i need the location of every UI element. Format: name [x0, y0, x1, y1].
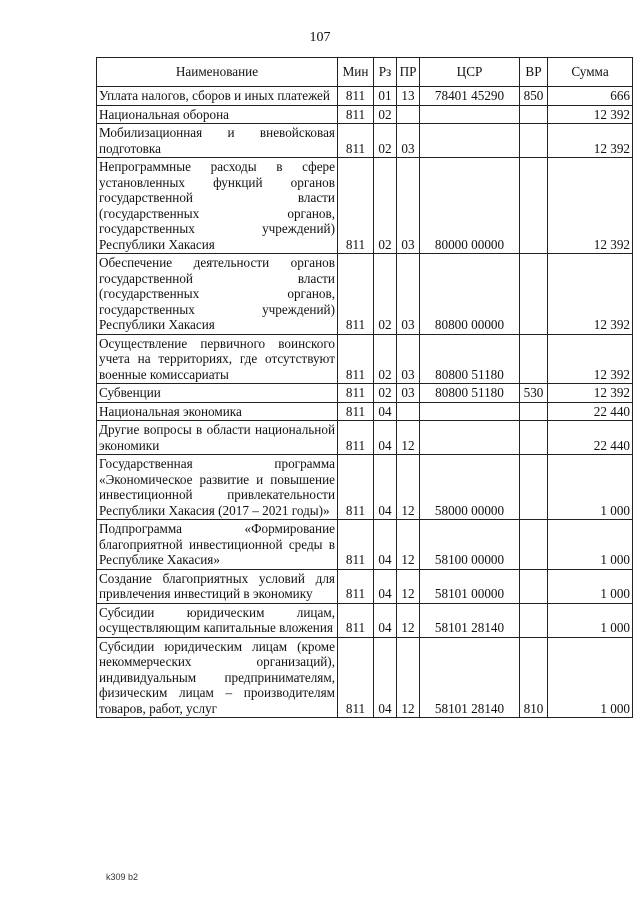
row-rz-cell: 02 [374, 334, 397, 384]
row-pr-cell [397, 105, 420, 124]
row-sum-cell: 12 392 [548, 384, 633, 403]
row-sum-cell: 22 440 [548, 421, 633, 455]
row-name-cell: Создание благоприятных условий для привлечения инвестиций в экономику [97, 569, 338, 603]
row-min-cell: 811 [338, 124, 374, 158]
table-row [97, 520, 633, 570]
row-sum-cell: 666 [548, 87, 633, 106]
row-pr-cell: 12 [397, 421, 420, 455]
header-min: Мин [338, 58, 374, 87]
table-body [97, 87, 633, 718]
row-vr-cell [520, 254, 548, 335]
row-vr-cell [520, 569, 548, 603]
row-min-cell: 811 [338, 402, 374, 421]
row-rz-cell: 04 [374, 603, 397, 637]
row-rz-cell: 01 [374, 87, 397, 106]
row-pr-cell: 12 [397, 455, 420, 520]
table-row [97, 421, 633, 455]
budget-table [96, 57, 633, 718]
row-name-cell: Обеспечение деятельности органов государственной власти (государственных органов, государственных учреждений) Республики Хакасия [97, 254, 338, 335]
row-pr-cell: 13 [397, 87, 420, 106]
row-min-cell: 811 [338, 421, 374, 455]
row-sum-cell: 22 440 [548, 402, 633, 421]
row-min-cell: 811 [338, 384, 374, 403]
row-vr-cell [520, 124, 548, 158]
table-row [97, 603, 633, 637]
row-rz-cell: 02 [374, 158, 397, 254]
row-pr-cell: 03 [397, 254, 420, 335]
row-sum-cell: 1 000 [548, 603, 633, 637]
row-min-cell: 811 [338, 254, 374, 335]
header-name: Наименование [97, 58, 338, 87]
row-rz-cell: 04 [374, 421, 397, 455]
table-row [97, 124, 633, 158]
table-row [97, 569, 633, 603]
page-number: 107 [309, 30, 331, 45]
row-sum-cell: 12 392 [548, 334, 633, 384]
row-rz-cell: 04 [374, 520, 397, 570]
row-min-cell: 811 [338, 334, 374, 384]
row-rz-cell: 04 [374, 455, 397, 520]
row-pr-cell: 03 [397, 334, 420, 384]
table-row [97, 334, 633, 384]
row-sum-cell: 12 392 [548, 105, 633, 124]
row-csr-cell: 78401 45290 [420, 87, 520, 106]
header-rz: Рз [374, 58, 397, 87]
header-pr: ПР [397, 58, 420, 87]
row-csr-cell: 80800 51180 [420, 384, 520, 403]
row-csr-cell: 58100 00000 [420, 520, 520, 570]
row-rz-cell: 02 [374, 384, 397, 403]
row-sum-cell: 1 000 [548, 569, 633, 603]
row-sum-cell: 12 392 [548, 254, 633, 335]
row-vr-cell: 530 [520, 384, 548, 403]
row-min-cell: 811 [338, 603, 374, 637]
row-sum-cell: 1 000 [548, 637, 633, 718]
row-csr-cell [420, 124, 520, 158]
row-name-cell: Субвенции [97, 384, 338, 403]
header-csr: ЦСР [420, 58, 520, 87]
row-rz-cell: 04 [374, 402, 397, 421]
row-name-cell: Субсидии юридическим лицам, осуществляющим капитальные вложения [97, 603, 338, 637]
row-csr-cell: 58000 00000 [420, 455, 520, 520]
row-pr-cell: 12 [397, 569, 420, 603]
row-pr-cell [397, 402, 420, 421]
row-name-cell: Уплата налогов, сборов и иных платежей [97, 87, 338, 106]
row-rz-cell: 02 [374, 254, 397, 335]
row-name-cell: Субсидии юридическим лицам (кроме некоммерческих организаций), индивидуальным предпринимателям, физическим лицам – производителям товаров, работ, услуг [97, 637, 338, 718]
row-pr-cell: 03 [397, 158, 420, 254]
row-csr-cell [420, 421, 520, 455]
row-csr-cell: 80000 00000 [420, 158, 520, 254]
row-min-cell: 811 [338, 569, 374, 603]
row-pr-cell: 12 [397, 637, 420, 718]
row-csr-cell [420, 402, 520, 421]
row-min-cell: 811 [338, 455, 374, 520]
row-rz-cell: 04 [374, 569, 397, 603]
row-vr-cell [520, 421, 548, 455]
row-name-cell: Национальная экономика [97, 402, 338, 421]
row-sum-cell: 1 000 [548, 520, 633, 570]
table-row [97, 105, 633, 124]
row-name-cell: Национальная оборона [97, 105, 338, 124]
row-vr-cell [520, 105, 548, 124]
table-row [97, 455, 633, 520]
row-pr-cell: 03 [397, 384, 420, 403]
row-sum-cell: 12 392 [548, 124, 633, 158]
row-vr-cell: 810 [520, 637, 548, 718]
table-row [97, 254, 633, 335]
row-rz-cell: 04 [374, 637, 397, 718]
row-pr-cell: 12 [397, 520, 420, 570]
header-sum: Сумма [548, 58, 633, 87]
row-vr-cell: 850 [520, 87, 548, 106]
row-name-cell: Непрограммные расходы в сфере установленных функций органов государственной власти (государственных органов, государственных учреждений) Республики Хакасия [97, 158, 338, 254]
row-rz-cell: 02 [374, 105, 397, 124]
row-sum-cell: 12 392 [548, 158, 633, 254]
row-name-cell: Подпрограмма «Формирование благоприятной инвестиционной среды в Республике Хакасия» [97, 520, 338, 570]
row-vr-cell [520, 520, 548, 570]
row-csr-cell: 58101 00000 [420, 569, 520, 603]
row-min-cell: 811 [338, 105, 374, 124]
row-csr-cell: 58101 28140 [420, 637, 520, 718]
row-min-cell: 811 [338, 520, 374, 570]
table-row [97, 637, 633, 718]
row-sum-cell: 1 000 [548, 455, 633, 520]
row-rz-cell: 02 [374, 124, 397, 158]
row-csr-cell: 80800 00000 [420, 254, 520, 335]
row-min-cell: 811 [338, 158, 374, 254]
row-pr-cell: 03 [397, 124, 420, 158]
row-csr-cell: 58101 28140 [420, 603, 520, 637]
row-vr-cell [520, 603, 548, 637]
row-vr-cell [520, 455, 548, 520]
table-header-row [97, 58, 633, 87]
row-min-cell: 811 [338, 87, 374, 106]
footer-code: k309 b2 [106, 872, 139, 882]
table-row [97, 87, 633, 106]
row-pr-cell: 12 [397, 603, 420, 637]
header-vr: ВР [520, 58, 548, 87]
table-row [97, 158, 633, 254]
row-name-cell: Государственная программа «Экономическое развитие и повышение инвестиционной привлекательности Республики Хакасия (2017 – 2021 годы)» [97, 455, 338, 520]
row-name-cell: Другие вопросы в области национальной экономики [97, 421, 338, 455]
table-row [97, 384, 633, 403]
row-csr-cell: 80800 51180 [420, 334, 520, 384]
row-vr-cell [520, 158, 548, 254]
row-vr-cell [520, 334, 548, 384]
table-row [97, 402, 633, 421]
row-min-cell: 811 [338, 637, 374, 718]
row-vr-cell [520, 402, 548, 421]
row-name-cell: Осуществление первичного воинского учета на территориях, где отсутствуют военные комиссариаты [97, 334, 338, 384]
row-csr-cell [420, 105, 520, 124]
row-name-cell: Мобилизационная и вневойсковая подготовка [97, 124, 338, 158]
